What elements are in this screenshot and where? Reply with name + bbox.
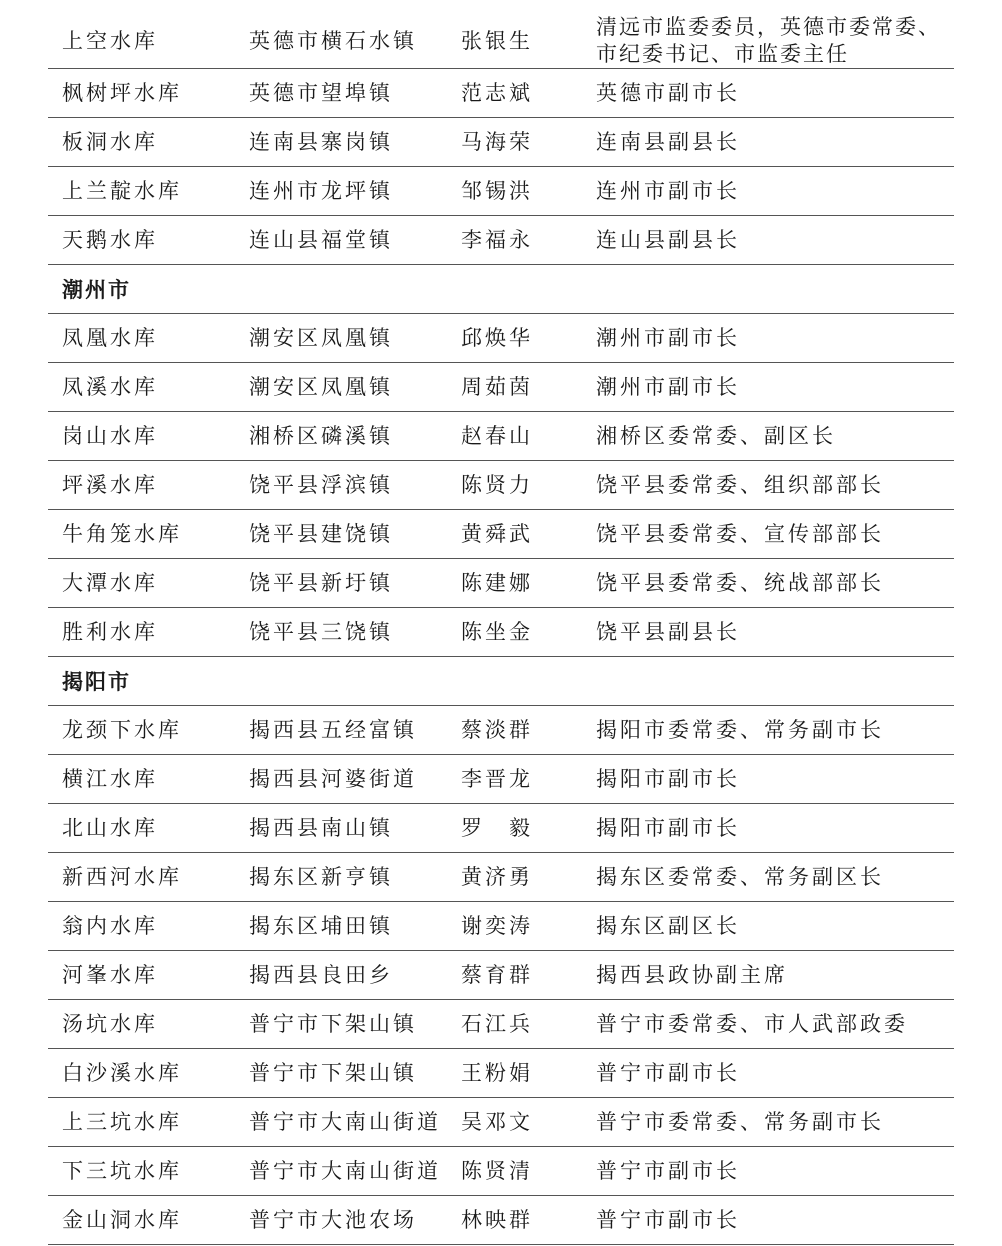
table-row: [48, 14, 954, 69]
location-cell: 揭东区新亨镇: [235, 853, 447, 902]
reservoir-name-cell: 岗山水库: [48, 412, 235, 461]
location-cell: 潮安区凤凰镇: [235, 363, 447, 412]
duty-cell: 揭阳市委常委、常务副市长: [582, 706, 954, 755]
reservoir-name-cell: 凤凰水库: [48, 314, 235, 363]
city-header-row: [48, 657, 954, 706]
location-cell: 饶平县三饶镇: [235, 608, 447, 657]
duty-cell: 揭阳市副市长: [582, 804, 954, 853]
table-row: [48, 559, 954, 608]
reservoir-name-cell: 金山洞水库: [48, 1196, 235, 1245]
duty-cell: 揭东区副区长: [582, 902, 954, 951]
reservoir-name-cell: 坪溪水库: [48, 461, 235, 510]
table-row: [48, 69, 954, 118]
duty-cell: 饶平县委常委、宣传部部长: [582, 510, 954, 559]
responsible-person-cell: 黄济勇: [447, 853, 582, 902]
reservoir-name-cell: 牛角笼水库: [48, 510, 235, 559]
reservoir-name-cell: 河峯水库: [48, 951, 235, 1000]
location-cell: 连州市龙坪镇: [235, 167, 447, 216]
reservoir-name-cell: 北山水库: [48, 804, 235, 853]
reservoir-responsibility-table: [48, 14, 954, 1245]
reservoir-name-cell: 翁内水库: [48, 902, 235, 951]
responsible-person-cell: 邹锡洪: [447, 167, 582, 216]
location-cell: 连山县福堂镇: [235, 216, 447, 265]
location-cell: 揭西县南山镇: [235, 804, 447, 853]
table-row: [48, 1147, 954, 1196]
table-row: [48, 118, 954, 167]
responsible-person-cell: 蔡淡群: [447, 706, 582, 755]
table-row: [48, 314, 954, 363]
location-cell: 普宁市下架山镇: [235, 1000, 447, 1049]
location-cell: 湘桥区磷溪镇: [235, 412, 447, 461]
reservoir-name-cell: 横江水库: [48, 755, 235, 804]
duty-cell: 湘桥区委常委、副区长: [582, 412, 954, 461]
table-row: [48, 363, 954, 412]
location-cell: 饶平县建饶镇: [235, 510, 447, 559]
table-row: [48, 755, 954, 804]
location-cell: 揭西县良田乡: [235, 951, 447, 1000]
table-row: [48, 706, 954, 755]
duty-cell: 普宁市副市长: [582, 1196, 954, 1245]
location-cell: 英德市横石水镇: [235, 14, 447, 69]
table-row: [48, 804, 954, 853]
duty-cell: 英德市副市长: [582, 69, 954, 118]
reservoir-name-cell: 胜利水库: [48, 608, 235, 657]
location-cell: 普宁市大南山街道: [235, 1098, 447, 1147]
location-cell: 普宁市大池农场: [235, 1196, 447, 1245]
duty-cell: 潮州市副市长: [582, 363, 954, 412]
table-row: [48, 461, 954, 510]
duty-cell: 饶平县副县长: [582, 608, 954, 657]
table-row: [48, 1098, 954, 1147]
duty-cell: 普宁市副市长: [582, 1147, 954, 1196]
responsible-person-cell: 吴邓文: [447, 1098, 582, 1147]
reservoir-name-cell: 凤溪水库: [48, 363, 235, 412]
table-row: [48, 951, 954, 1000]
responsible-person-cell: 马海荣: [447, 118, 582, 167]
table-row: [48, 216, 954, 265]
city-name: 揭阳市: [48, 657, 954, 706]
location-cell: 揭西县河婆街道: [235, 755, 447, 804]
location-cell: 饶平县浮滨镇: [235, 461, 447, 510]
reservoir-name-cell: 下三坑水库: [48, 1147, 235, 1196]
location-cell: 普宁市下架山镇: [235, 1049, 447, 1098]
duty-cell: 揭西县政协副主席: [582, 951, 954, 1000]
location-cell: 英德市望埠镇: [235, 69, 447, 118]
reservoir-name-cell: 新西河水库: [48, 853, 235, 902]
location-cell: 揭东区埔田镇: [235, 902, 447, 951]
duty-cell: 揭阳市副市长: [582, 755, 954, 804]
reservoir-name-cell: 上兰靛水库: [48, 167, 235, 216]
responsible-person-cell: 周茹茵: [447, 363, 582, 412]
duty-cell: 连南县副县长: [582, 118, 954, 167]
responsible-person-cell: 王粉娟: [447, 1049, 582, 1098]
responsible-person-cell: 黄舜武: [447, 510, 582, 559]
responsible-person-cell: 陈贤力: [447, 461, 582, 510]
location-cell: 揭西县五经富镇: [235, 706, 447, 755]
responsible-person-cell: 陈贤清: [447, 1147, 582, 1196]
responsible-person-cell: 罗 毅: [447, 804, 582, 853]
reservoir-name-cell: 大潭水库: [48, 559, 235, 608]
duty-cell: 连山县副县长: [582, 216, 954, 265]
table-row: [48, 1049, 954, 1098]
table-row: [48, 1000, 954, 1049]
responsible-person-cell: 陈建娜: [447, 559, 582, 608]
responsible-person-cell: 石江兵: [447, 1000, 582, 1049]
table-row: [48, 412, 954, 461]
responsible-person-cell: 李福永: [447, 216, 582, 265]
duty-cell: 清远市监委委员，英德市委常委、市纪委书记、市监委主任: [582, 14, 954, 69]
table-row: [48, 853, 954, 902]
reservoir-name-cell: 龙颈下水库: [48, 706, 235, 755]
reservoir-name-cell: 枫树坪水库: [48, 69, 235, 118]
location-cell: 连南县寨岗镇: [235, 118, 447, 167]
reservoir-name-cell: 上三坑水库: [48, 1098, 235, 1147]
responsible-person-cell: 林映群: [447, 1196, 582, 1245]
responsible-person-cell: 谢奕涛: [447, 902, 582, 951]
duty-cell: 普宁市副市长: [582, 1049, 954, 1098]
table-row: [48, 510, 954, 559]
duty-cell: 连州市副市长: [582, 167, 954, 216]
responsible-person-cell: 邱焕华: [447, 314, 582, 363]
location-cell: 饶平县新圩镇: [235, 559, 447, 608]
table-body: [48, 14, 954, 1245]
duty-cell: 普宁市委常委、市人武部政委: [582, 1000, 954, 1049]
responsible-person-cell: 赵春山: [447, 412, 582, 461]
duty-cell: 饶平县委常委、组织部部长: [582, 461, 954, 510]
duty-cell: 潮州市副市长: [582, 314, 954, 363]
location-cell: 潮安区凤凰镇: [235, 314, 447, 363]
location-cell: 普宁市大南山街道: [235, 1147, 447, 1196]
responsible-person-cell: 蔡育群: [447, 951, 582, 1000]
responsible-person-cell: 陈坐金: [447, 608, 582, 657]
responsible-person-cell: 张银生: [447, 14, 582, 69]
duty-cell: 揭东区委常委、常务副区长: [582, 853, 954, 902]
reservoir-name-cell: 汤坑水库: [48, 1000, 235, 1049]
city-name: 潮州市: [48, 265, 954, 314]
reservoir-name-cell: 天鹅水库: [48, 216, 235, 265]
city-header-row: [48, 265, 954, 314]
reservoir-name-cell: 上空水库: [48, 14, 235, 69]
table-row: [48, 1196, 954, 1245]
duty-cell: 普宁市委常委、常务副市长: [582, 1098, 954, 1147]
table-row: [48, 608, 954, 657]
reservoir-name-cell: 板洞水库: [48, 118, 235, 167]
responsible-person-cell: 范志斌: [447, 69, 582, 118]
reservoir-name-cell: 白沙溪水库: [48, 1049, 235, 1098]
table-row: [48, 902, 954, 951]
responsible-person-cell: 李晋龙: [447, 755, 582, 804]
duty-cell: 饶平县委常委、统战部部长: [582, 559, 954, 608]
table-row: [48, 167, 954, 216]
